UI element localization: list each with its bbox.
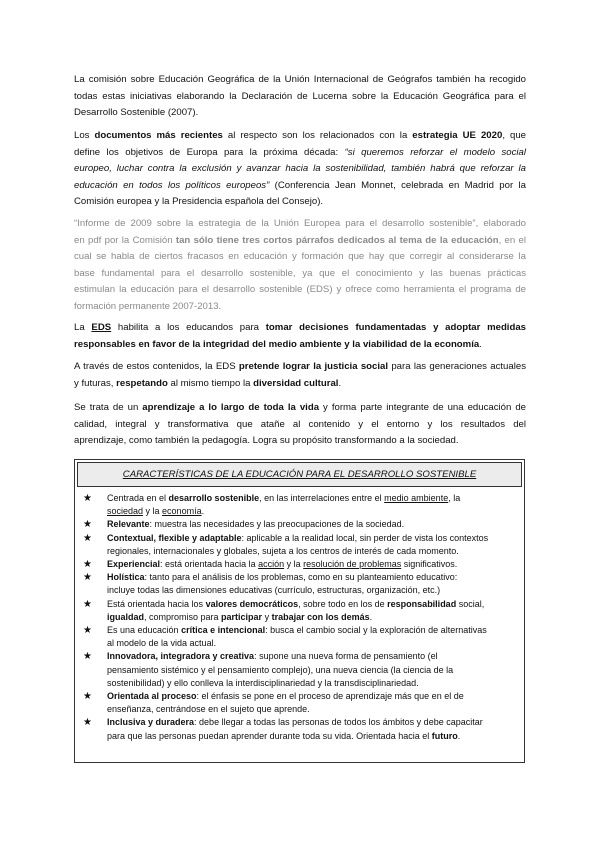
list-item: ★ Holística: tanto para el análisis de los problemas, como en su planteamiento educativo: incluye todas las dimensiones educativas (currículo, estructuras, organización, etc.) <box>83 572 458 596</box>
star-bullet-icon: ★ <box>83 532 92 544</box>
list-item: ★ Contextual, flexible y adaptable: aplicable a la realidad local, sin perder de vista los contextos regionales, internacionales y globales, sujeta a los centros de interés de cada momento. <box>83 532 489 556</box>
star-bullet-icon: ★ <box>83 519 92 531</box>
list-item: ★ Experiencial: está orientada hacia la acción y la resolución de problemas significativos. <box>83 559 458 571</box>
characteristics-box-title: CARACTERÍSTICAS DE LA EDUCACIÓN PARA EL DESARROLLO SOSTENIBLE <box>77 462 522 487</box>
star-bullet-icon: ★ <box>83 598 92 610</box>
list-item: ★ Inclusiva y duradera: debe llegar a todas las personas de todos los ámbitos y debe capacitar para que las personas puedan aprender durante toda su vida. Orientada hacia el futuro. <box>83 717 483 741</box>
star-bullet-icon: ★ <box>83 625 92 637</box>
text-line: La comisión sobre Educación Geográfica de la Unión Internacional de Geógrafos también ha recogido <box>74 74 526 85</box>
text-line: formación permanente 2007-2013. <box>74 300 222 312</box>
text-line: base fundamental para el desarrollo sostenible, ya que el conocimiento y las buenas prácticas <box>74 267 526 279</box>
text-line: Se trata de un aprendizaje a lo largo de toda la vida y forma parte integrante de una educación de <box>74 402 527 413</box>
paragraph-lucerna <box>74 72 526 122</box>
star-bullet-icon: ★ <box>83 717 92 729</box>
paragraph-estrategia-ue <box>74 128 526 211</box>
text-line: A través de estos contenidos, la EDS pretende lograr la justicia social para las generaciones actuales <box>74 361 526 372</box>
text-line: todas estas iniciativas elaborando la Declaración de Lucerna sobre la Educación Geográfica para el <box>74 90 526 102</box>
characteristics-list <box>81 492 518 743</box>
paragraph-informe-2009 <box>74 216 526 315</box>
star-bullet-icon: ★ <box>83 493 92 504</box>
star-bullet-icon: ★ <box>83 572 92 584</box>
paragraph-aprendizaje <box>74 400 526 450</box>
text-line: en pdf por la Comisión tan sólo tiene tres cortos párrafos dedicados al tema de la educación, en el <box>74 234 526 246</box>
text-line: define los objetivos de Europa para la próxima década: “si queremos reforzar el modelo social <box>74 146 526 158</box>
text-line: estimulan la educación para el desarrollo sostenible (EDS) y ofrece como herramienta el programa de <box>74 284 526 295</box>
list-item: ★ Centrada en el desarrollo sostenible, en las interrelaciones entre el medio ambiente, la sociedad y la economía. <box>83 493 461 517</box>
text-line: educación en todos los políticos europeos” (Conferencia Jean Monnet, celebrada en Madrid por la <box>74 179 526 191</box>
list-item: ★ Innovadora, integradora y creativa: supone una nueva forma de pensamiento (el pensamiento sistémico y el pensamiento complejo), una nueva ciencia (la ciencia de la sostenibilidad) y ello conlleva la interdisciplinariedad y la transdisciplinariedad. <box>83 651 454 688</box>
text-line: calidad, integral y transformativa que atañe al contenido y el entorno y los resultados del <box>74 418 526 430</box>
paragraph-eds-habilita <box>74 320 526 353</box>
list-item: ★ Orientada al proceso: el énfasis se pone en el proceso de aprendizaje más que en el de enseñanza, centrándose en el sujeto que aprende. <box>83 691 464 715</box>
text-line: Desarrollo Sostenible (2007). <box>74 107 199 118</box>
star-bullet-icon: ★ <box>83 559 92 571</box>
text-line: Los documentos más recientes al respecto son los relacionados con la estrategia UE 2020, que <box>74 130 527 141</box>
text-line: europeo, luchar contra la exclusión y avanzar hacia la sostenibilidad, también habrá que reforzar la <box>74 163 526 174</box>
text-line: aprendizaje, como también la pedagogía. Logra su propósito transformando a la sociedad. <box>74 435 459 446</box>
list-item: ★ Está orientada hacia los valores democráticos, sobre todo en los de responsabilidad social, igualdad, compromiso para participar y trabajar con los demás. <box>83 598 485 622</box>
characteristics-box <box>74 459 525 763</box>
paragraph-contenidos <box>74 359 526 392</box>
star-bullet-icon: ★ <box>83 651 92 663</box>
text-line: Comisión europea y la Presidencia española del Consejo). <box>74 196 324 207</box>
list-item: ★ Es una educación crítica e intencional: busca el cambio social y la exploración de alternativas al modelo de la vida actual. <box>83 625 487 649</box>
text-line: La EDS habilita a los educandos para tomar decisiones fundamentadas y adoptar medidas <box>74 322 527 333</box>
text-line: “Informe de 2009 sobre la estrategia de la Unión Europea para el desarrollo sostenible”, elaborado <box>74 218 526 229</box>
text-line: y futuras, respetando al mismo tiempo la diversidad cultural. <box>74 377 342 389</box>
text-line: cual se habla de ciertos fracasos en educación y formación que hay que corregir al considerarse la <box>74 251 526 262</box>
text-line: responsables en favor de la integridad del medio ambiente y la viabilidad de la economía. <box>74 338 482 350</box>
list-item: ★ Relevante: muestra las necesidades y las preocupaciones de la sociedad. <box>83 519 405 531</box>
star-bullet-icon: ★ <box>83 691 92 703</box>
